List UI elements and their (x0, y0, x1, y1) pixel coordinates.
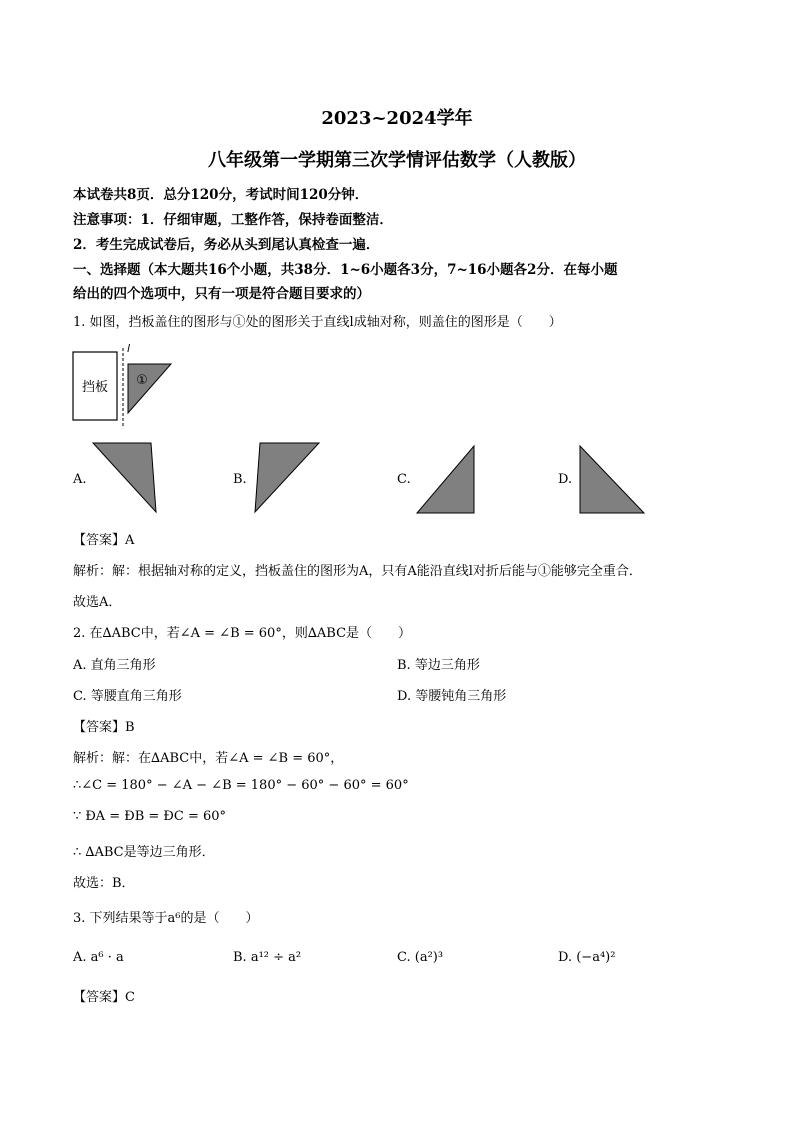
instruction-check: 2．考生完成试卷后，务必从头到尾认真检查一遍． (73, 237, 380, 253)
q1-option-b-figure (250, 440, 322, 516)
circle-one-label: ① (136, 373, 148, 388)
q2-option-b: B. 等边三角形 (397, 658, 480, 673)
q3-option-b: B. a¹² ÷ a² (233, 950, 302, 965)
q2-answer: 【答案】B (73, 720, 135, 735)
q1-conclusion: 故选A． (73, 595, 122, 610)
exam-title: 八年级第一学期第三次学情评估数学（人教版） (208, 150, 586, 171)
q1-analysis: 解析：解：根据轴对称的定义，挡板盖住的图形为A，只有A能沿直线l对折后能与①能够完全重合． (73, 564, 642, 579)
q1-answer: 【答案】A (73, 533, 135, 548)
section-heading-line2: 给出的四个选项中，只有一项是符合题目要求的） (73, 286, 370, 302)
q1-option-a-label: A. (73, 472, 87, 487)
q3-option-d: D. (−a⁴)² (558, 950, 616, 965)
section-heading-line1: 一、选择题（本大题共16个小题，共38分．1~6小题各3分，7~16小题各2分．在每小题 (73, 262, 618, 278)
q2-option-a: A. 直角三角形 (73, 658, 156, 673)
triangle-d (580, 446, 644, 513)
instruction-pages: 本试卷共8页．总分120分，考试时间120分钟． (73, 187, 369, 203)
q1-option-d-figure (576, 443, 648, 517)
triangle-b (255, 443, 319, 512)
exam-year: 2023~2024学年 (321, 108, 473, 129)
q3-option-a: A. a⁶ · a (73, 950, 124, 965)
q1-stem: 1. 如图，挡板盖住的图形与①处的图形关于直线l成轴对称，则盖住的图形是（ ） (73, 315, 562, 330)
triangle-a (93, 443, 156, 512)
q3-option-c: C. (a²)³ (397, 950, 444, 965)
q1-option-b-label: B. (233, 472, 247, 487)
q2-step-2: ∵ ÐA = ÐB = ÐC = 60° (73, 809, 227, 824)
q2-stem: 2. 在∆ABC中，若∠A = ∠B = 60°，则∆ABC是（ ） (73, 626, 412, 641)
q1-option-c-figure (413, 443, 479, 517)
q1-option-a-figure (90, 440, 160, 516)
board-label: 挡板 (81, 380, 109, 395)
q2-option-c: C. 等腰直角三角形 (73, 689, 182, 704)
q2-step-3: ∴ ∆ABC是等边三角形． (73, 845, 215, 860)
q3-stem: 3. 下列结果等于a⁶的是（ ） (73, 911, 259, 926)
q1-option-c-label: C. (397, 472, 411, 487)
q3-answer: 【答案】C (73, 990, 135, 1005)
line-label: l (127, 342, 131, 355)
q2-option-d: D. 等腰钝角三角形 (397, 689, 507, 704)
q2-step-1: ∴∠C = 180° − ∠A − ∠B = 180° − 60° − 60° = 60° (73, 778, 409, 793)
q2-conclusion: 故选：B． (73, 876, 135, 891)
q1-option-d-label: D. (558, 472, 573, 487)
triangle-c (417, 446, 474, 513)
q1-figure (70, 342, 180, 430)
instruction-notes: 注意事项：1．仔细审题，工整作答，保持卷面整洁． (73, 212, 393, 228)
q2-analysis: 解析：解：在∆ABC中，若∠A = ∠B = 60°， (73, 751, 344, 766)
triangle-one (128, 364, 171, 413)
